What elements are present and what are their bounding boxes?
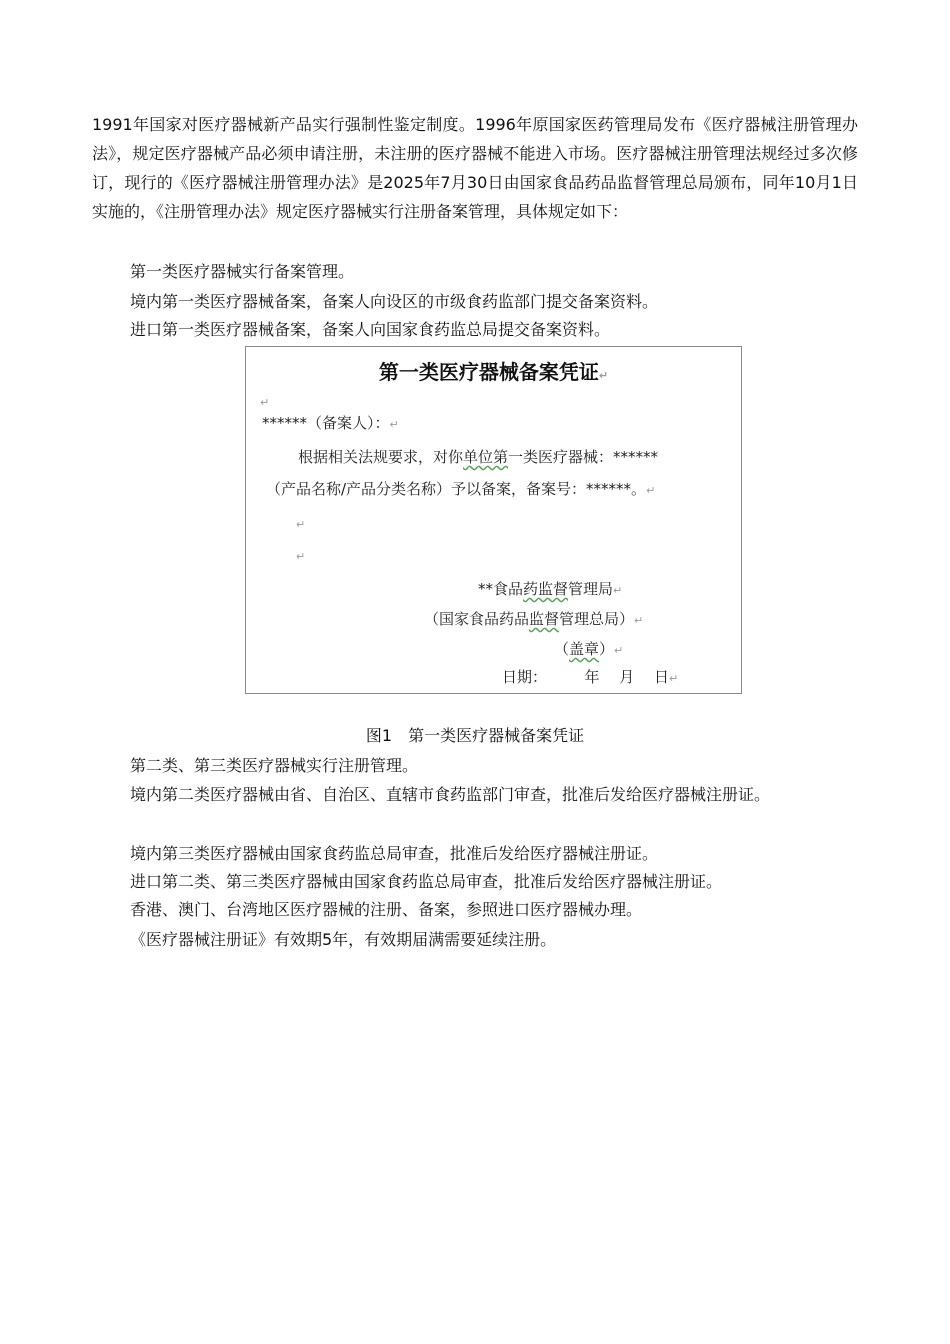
certificate-title: 第一类医疗器械备案凭证↵ [378, 360, 609, 384]
certificate-empty-line [296, 545, 305, 567]
paragraph-mark-icon: ↵ [646, 484, 656, 497]
paragraph-mark-icon: ↵ [634, 614, 644, 627]
certificate-figure [245, 346, 742, 694]
paragraph-mark-icon: ↵ [669, 672, 679, 685]
class23-imported: 进口第二类、第三类医疗器械由国家食药监总局审查，批准后发给医疗器械注册证。 [130, 872, 723, 891]
class1-imported: 进口第一类医疗器械备案，备案人向国家食药监总局提交备案资料。 [130, 320, 611, 339]
paragraph-mark-icon: ↵ [598, 369, 609, 382]
paragraph-mark-icon: ↵ [296, 550, 306, 563]
class3-domestic: 境内第三类医疗器械由国家食药监总局审查，批准后发给医疗器械注册证。 [130, 844, 659, 863]
certificate-body-line1: 根据相关法规要求，对你单位第一类医疗器械：****** [298, 448, 659, 466]
figure-caption: 图1 第一类医疗器械备案凭证 [365, 726, 585, 745]
paragraph-mark-icon: ↵ [614, 644, 624, 657]
certificate-body-line2: （产品名称/产品分类名称）予以备案，备案号：******。↵ [266, 480, 656, 498]
certificate-seal: （盖章）↵ [554, 640, 624, 658]
certificate-validity: 《医疗器械注册证》有效期5年，有效期届满需要延续注册。 [130, 930, 557, 949]
certificate-empty-line [260, 391, 269, 413]
certificate-empty-line [296, 513, 305, 535]
class1-domestic: 境内第一类医疗器械备案，备案人向设区的市级食药监部门提交备案资料。 [130, 292, 659, 311]
paragraph-mark-icon: ↵ [260, 396, 270, 409]
certificate-addressee: ******（备案人）：↵ [262, 414, 399, 432]
paragraph-mark-icon: ↵ [613, 584, 623, 597]
certificate-issuer-parent: （国家食品药品监督管理总局）↵ [424, 610, 644, 628]
certificate-date: 日期： 年 月 日↵ [502, 668, 679, 686]
paragraph-mark-icon: ↵ [389, 418, 399, 431]
hk-macau-taiwan: 香港、澳门、台湾地区医疗器械的注册、备案，参照进口医疗器械办理。 [130, 900, 643, 919]
intro-paragraph: 1991年国家对医疗器械新产品实行强制性鉴定制度。1996年原国家医药管理局发布《医疗器械注册管理办法》，规定医疗器械产品必须申请注册，未注册的医疗器械不能进入市场。医疗器械注册管理法规经过多次修订，现行的《医疗器械注册管理办法》是2025年7月30日由国家食品药品监督管理总局颁布，同年10月1日实施的，《注册管理办法》规定医疗器械实行注册备案管理，具体规定如下： [92, 115, 858, 221]
class2-domestic: 境内第二类医疗器械由省、自治区、直辖市食药监部门审查，批准后发给医疗器械注册证。 [130, 785, 771, 804]
class23-heading: 第二类、第三类医疗器械实行注册管理。 [130, 756, 419, 775]
class1-heading: 第一类医疗器械实行备案管理。 [130, 262, 355, 281]
certificate-issuer: **食品药监督管理局↵ [478, 580, 623, 598]
paragraph-mark-icon: ↵ [296, 518, 306, 531]
